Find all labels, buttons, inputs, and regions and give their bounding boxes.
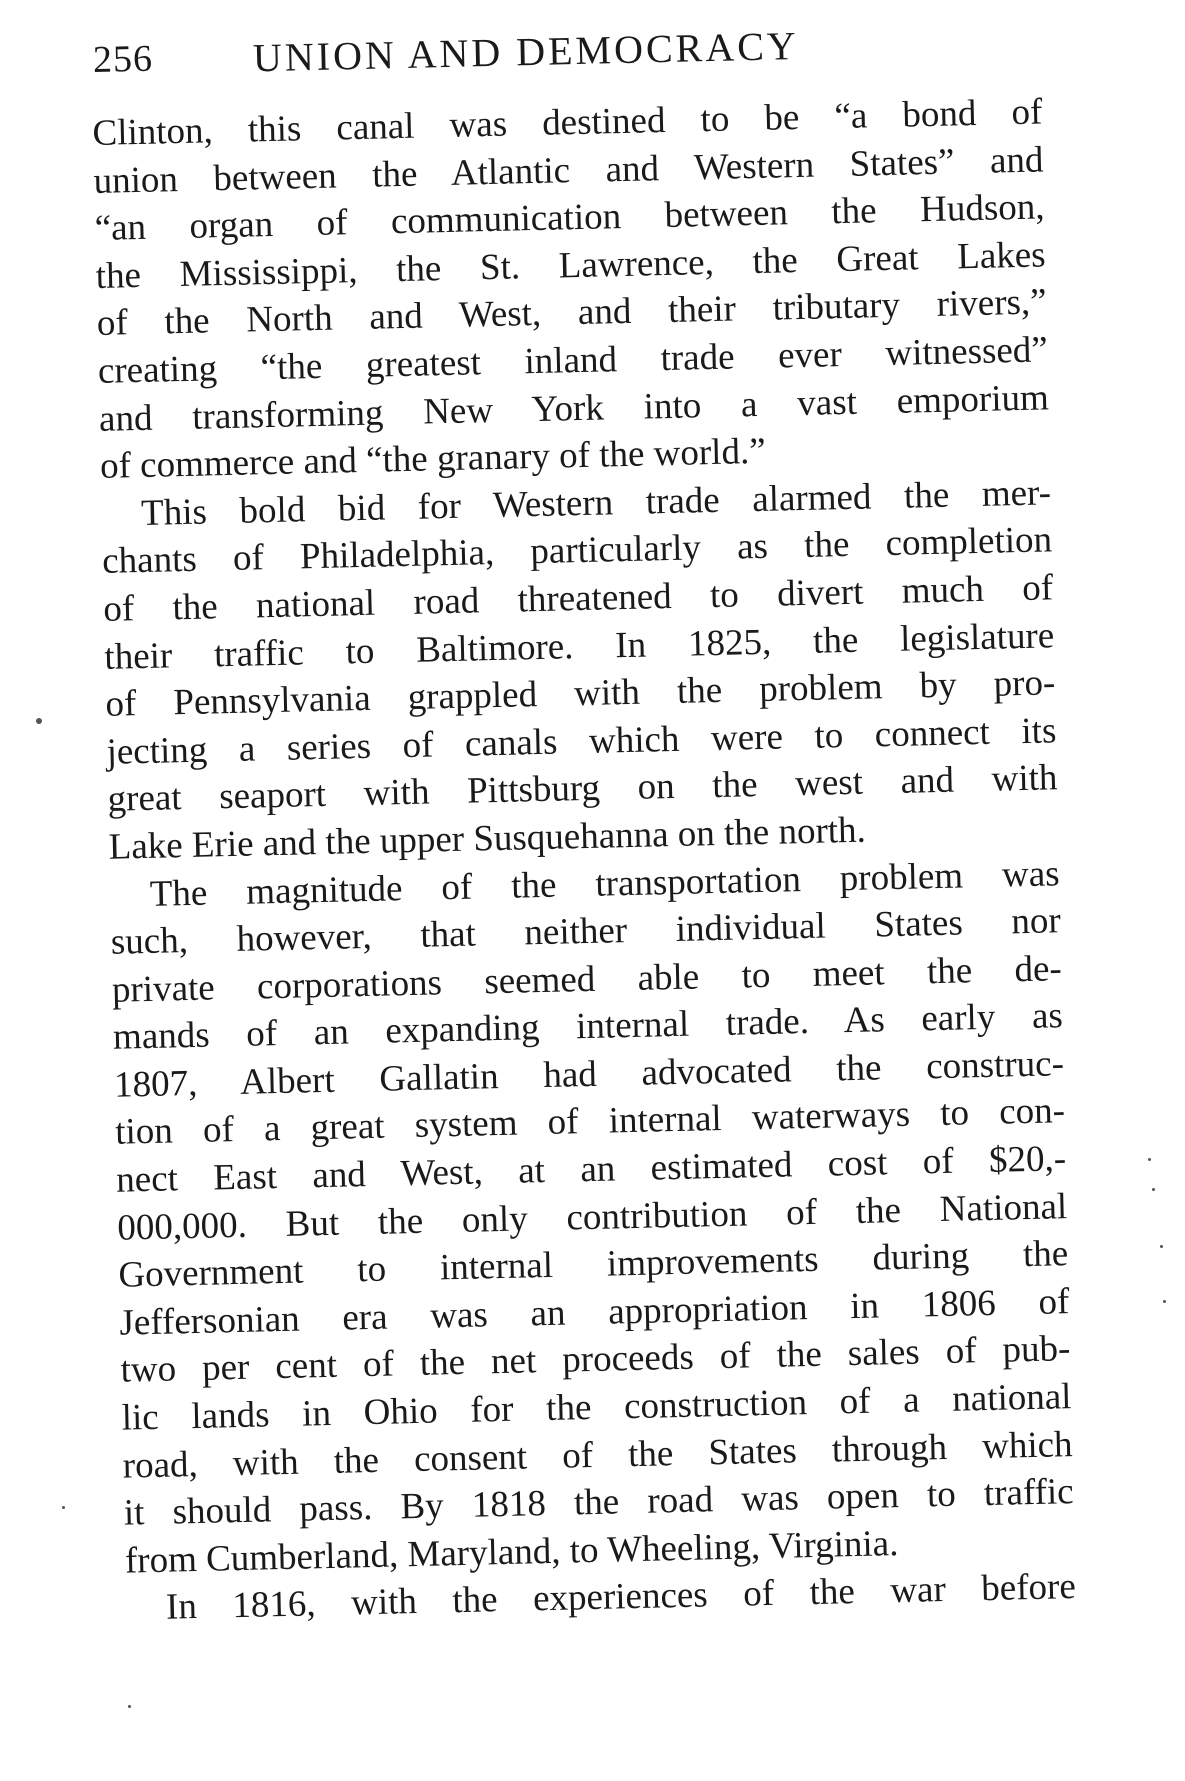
scan-speck <box>1160 1245 1163 1248</box>
scan-speck <box>1163 1300 1166 1303</box>
body-text <box>92 88 1076 1632</box>
paragraph-start-line: In 1816, with the experiences of the war before <box>165 1566 1077 1629</box>
text-line: 000,000. But the only contribution of the National <box>116 1185 1068 1249</box>
text-line: 1807, Albert Gallatin had advocated the construc- <box>113 1043 1065 1106</box>
text-line: creating “the greatest inland trade ever witnessed” <box>97 329 1049 392</box>
scan-speck <box>62 1506 65 1509</box>
text-line: jecting a series of canals which were to connect its <box>106 710 1057 773</box>
page-header <box>92 0 873 88</box>
text-line: of commerce and “the granary of the world.” <box>99 430 767 488</box>
text-line: Lake Erie and the upper Susquehanna on the north. <box>108 809 867 868</box>
text-line: private corporations seemed able to meet the de- <box>111 947 1063 1011</box>
text-line: great seaport with Pittsburg on the west and with <box>107 757 1058 821</box>
text-line: tion of a great system of internal waterways to con- <box>114 1090 1066 1154</box>
text-line: the Mississippi, the St. Lawrence, the Great Lakes <box>95 234 1046 297</box>
text-line: of the national road threatened to divert much of <box>102 567 1054 630</box>
text-line: from Cumberland, Maryland, to Wheeling, Virginia. <box>124 1522 899 1582</box>
text-line: chants of Philadelphia, particularly as the completion <box>101 519 1053 583</box>
text-line: union between the Atlantic and Western States” and <box>93 139 1044 202</box>
text-line: Government to internal improvements during the <box>117 1233 1069 1296</box>
page-number: 256 <box>92 37 154 81</box>
text-line: two per cent of the net proceeds of the sales of pub- <box>120 1328 1071 1392</box>
text-line: nect East and West, at an estimated cost of $20,- <box>115 1138 1067 1201</box>
running-head: UNION AND DEMOCRACY <box>252 22 800 81</box>
text-line: road, with the consent of the States through which <box>122 1423 1073 1487</box>
text-line: Jeffersonian era was an appropriation in 1806 of <box>119 1280 1070 1344</box>
scan-speck <box>128 1705 131 1708</box>
text-line: of the North and West, and their tributary rivers,” <box>96 281 1048 345</box>
text-line: their traffic to Baltimore. In 1825, the legislature <box>103 614 1055 678</box>
scan-speck <box>36 718 42 724</box>
text-line: lic lands in Ohio for the construction of a national <box>121 1376 1072 1439</box>
scan-speck <box>1152 1188 1155 1191</box>
text-line: such, however, that neither individual States nor <box>110 900 1062 963</box>
text-line: mands of an expanding internal trade. As early as <box>112 995 1064 1059</box>
text-line: it should pass. By 1818 the road was open to traffic <box>123 1471 1075 1534</box>
text-line: “an organ of communication between the Hudson, <box>94 186 1045 250</box>
paragraph-start-line: The magnitude of the transportation problem was <box>149 852 1061 915</box>
text-line: of Pennsylvania grappled with the problem by pro- <box>105 662 1056 725</box>
scan-speck <box>1148 1158 1151 1161</box>
paragraph-start-line: This bold bid for Western trade alarmed the mer- <box>140 472 1052 534</box>
text-line: and transforming New York into a vast emporium <box>98 376 1050 440</box>
text-line: Clinton, this canal was destined to be “a bond of <box>92 91 1043 154</box>
